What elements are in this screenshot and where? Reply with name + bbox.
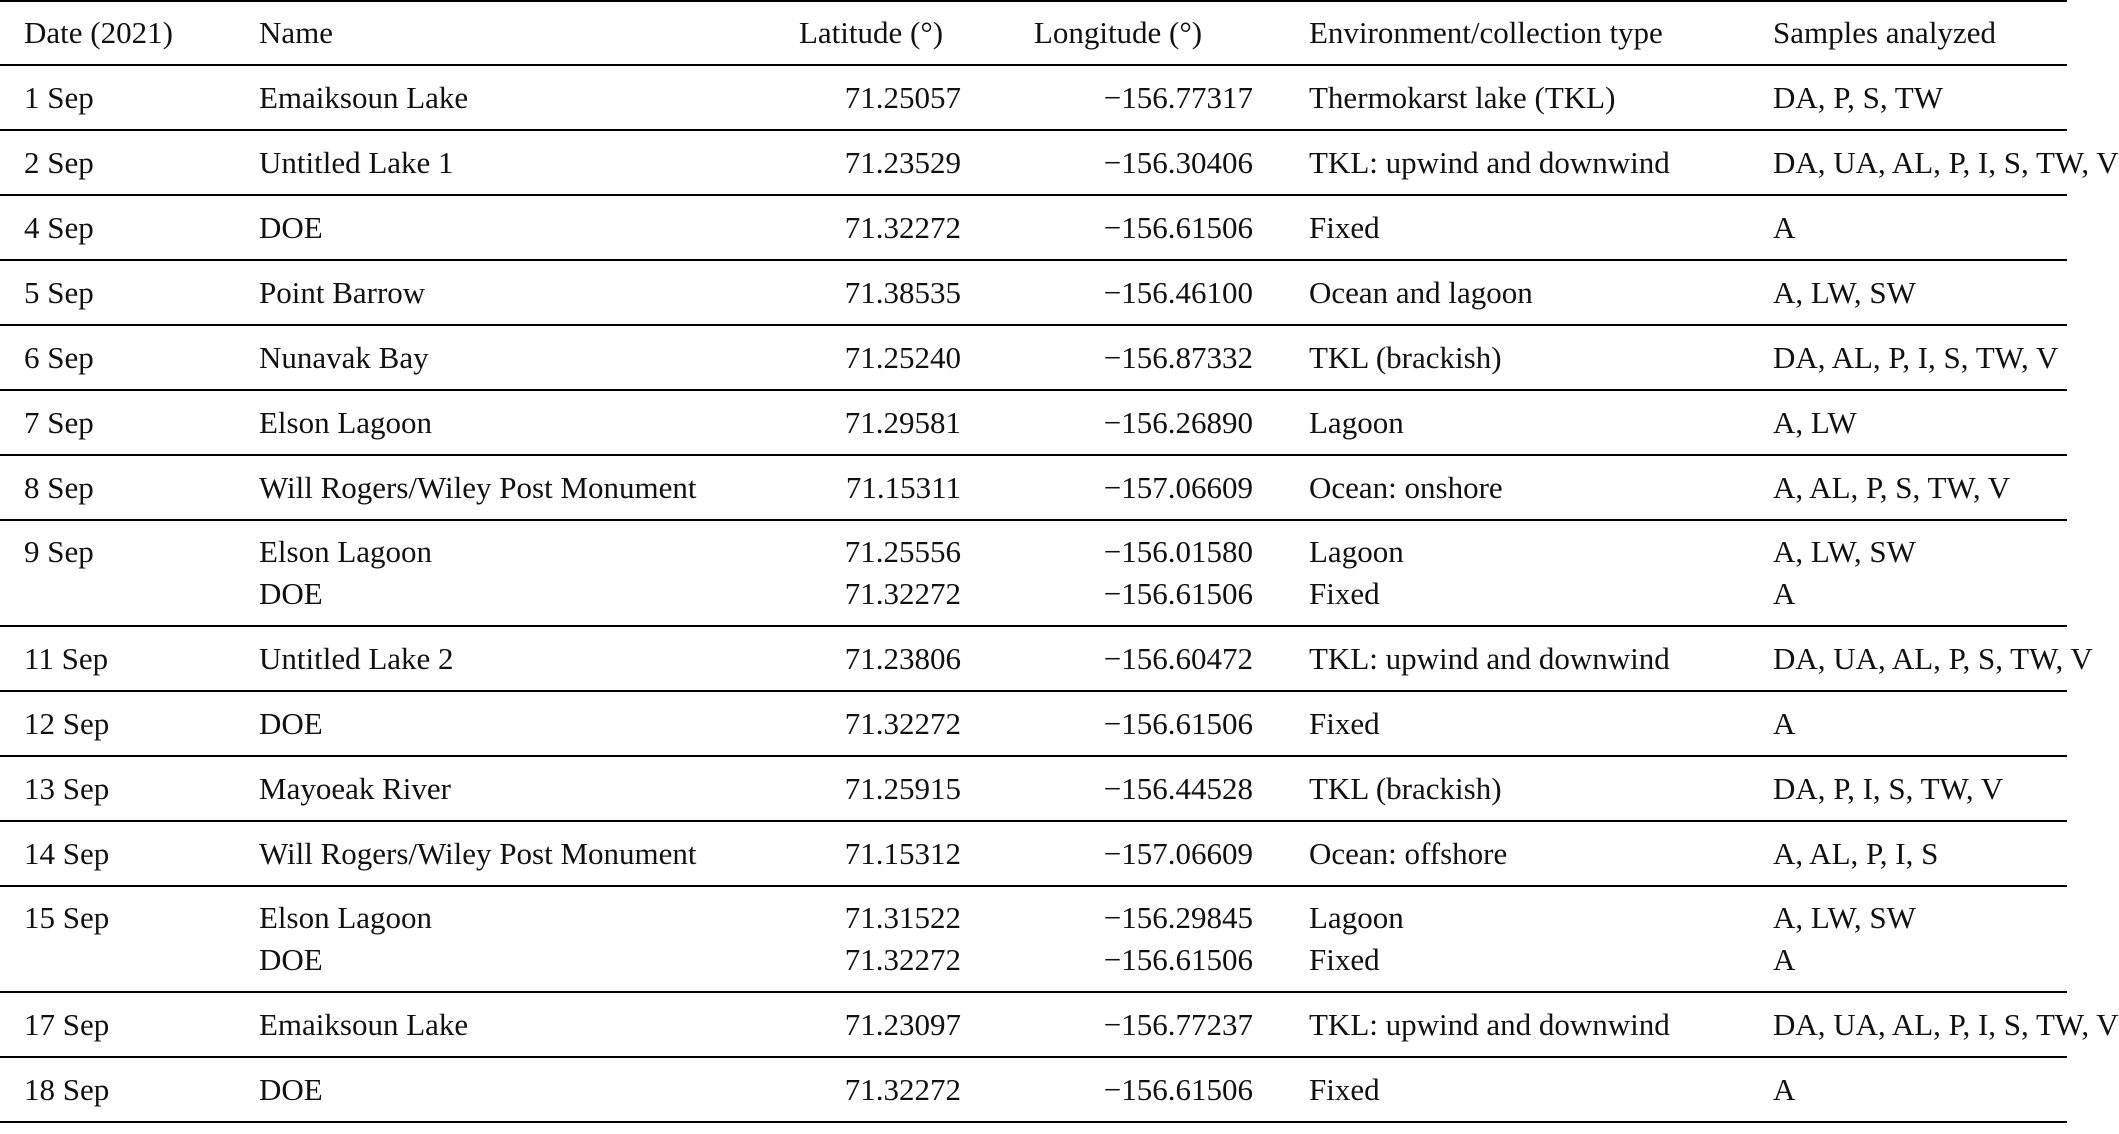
cell-samples xyxy=(1753,65,2067,130)
cell-latitude-value: 71.23529 xyxy=(844,144,961,180)
cell-samples-value: A xyxy=(1773,1071,1796,1107)
cell-samples-value: A, LW xyxy=(1773,404,1857,440)
cell-name-value: DOE xyxy=(259,209,323,245)
cell-samples-value: A, AL, P, I, S xyxy=(1773,835,1939,871)
cell-environment xyxy=(1253,691,1753,756)
cell-name-value: Elson Lagoon xyxy=(259,534,433,569)
cell-longitude-value: −156.61506 xyxy=(1103,705,1253,741)
cell-name-value: Emaiksoun Lake xyxy=(259,1006,469,1042)
cell-longitude xyxy=(961,520,1253,626)
cell-longitude-value: −157.06609 xyxy=(1103,469,1253,505)
header-environment: Environment/collection type xyxy=(1309,15,1663,50)
cell-environment-value: Lagoon xyxy=(1309,404,1404,440)
cell-name xyxy=(235,325,781,390)
cell-environment xyxy=(1253,325,1753,390)
cell-environment xyxy=(1253,520,1753,626)
cell-longitude xyxy=(961,626,1253,691)
cell-samples xyxy=(1753,886,2067,992)
cell-environment-value: Thermokarst lake (TKL) xyxy=(1309,79,1616,115)
cell-date: 4 Sep xyxy=(24,209,94,245)
cell-date: 13 Sep xyxy=(24,770,110,806)
cell-longitude xyxy=(961,455,1253,520)
cell-latitude xyxy=(781,886,961,992)
cell-latitude xyxy=(781,325,961,390)
cell-latitude xyxy=(781,691,961,756)
table-row xyxy=(0,691,2067,756)
cell-environment-value: Ocean: onshore xyxy=(1309,469,1503,505)
cell-latitude xyxy=(781,821,961,886)
cell-samples-value: A, LW, SW xyxy=(1773,274,1916,310)
table-row xyxy=(0,520,2067,626)
cell-latitude xyxy=(781,455,961,520)
cell-latitude xyxy=(781,390,961,455)
table-row xyxy=(0,455,2067,520)
table-row xyxy=(0,992,2067,1057)
cell-name-value: Point Barrow xyxy=(259,274,426,310)
cell-name-value: Elson Lagoon xyxy=(259,900,433,935)
cell-date: 5 Sep xyxy=(24,274,94,310)
cell-name xyxy=(235,390,781,455)
cell-longitude xyxy=(961,390,1253,455)
cell-date: 18 Sep xyxy=(24,1071,110,1107)
cell-environment xyxy=(1253,1057,1753,1122)
cell-environment xyxy=(1253,195,1753,260)
cell-samples-value: A, LW, SW xyxy=(1773,900,1916,935)
cell-samples xyxy=(1753,756,2067,821)
cell-samples xyxy=(1753,260,2067,325)
cell-latitude-value: 71.23097 xyxy=(844,1006,961,1042)
cell-samples-value: DA, UA, AL, P, I, S, TW, V xyxy=(1773,144,2119,180)
table-row xyxy=(0,65,2067,130)
cell-environment xyxy=(1253,626,1753,691)
cell-environment-value: Fixed xyxy=(1309,942,1380,977)
cell-samples-value: DA, AL, P, I, S, TW, V xyxy=(1773,339,2059,375)
cell-latitude-value: 71.25556 xyxy=(844,534,961,569)
cell-longitude-value: −156.87332 xyxy=(1103,339,1253,375)
cell-longitude xyxy=(961,130,1253,195)
cell-samples-value: A, LW, SW xyxy=(1773,534,1916,569)
cell-name xyxy=(235,260,781,325)
table-row xyxy=(0,1057,2067,1122)
cell-environment xyxy=(1253,130,1753,195)
cell-name-value: DOE xyxy=(259,942,323,977)
cell-longitude xyxy=(961,691,1253,756)
cell-environment-value: Fixed xyxy=(1309,705,1380,741)
cell-environment-value: Ocean: offshore xyxy=(1309,835,1508,871)
cell-environment-value: TKL (brackish) xyxy=(1309,339,1502,375)
table-row xyxy=(0,626,2067,691)
cell-samples xyxy=(1753,130,2119,195)
cell-name-value: DOE xyxy=(259,1071,323,1107)
cell-latitude-value: 71.32272 xyxy=(844,1071,961,1107)
cell-samples-value: DA, UA, AL, P, I, S, TW, V xyxy=(1773,1006,2119,1042)
cell-latitude xyxy=(781,130,961,195)
cell-longitude-value: −156.44528 xyxy=(1103,770,1253,806)
cell-date: 17 Sep xyxy=(24,1006,110,1042)
cell-name xyxy=(235,691,781,756)
cell-longitude-value: −156.61506 xyxy=(1103,209,1253,245)
cell-longitude-value: −156.26890 xyxy=(1103,404,1253,440)
cell-environment xyxy=(1253,260,1753,325)
cell-date: 1 Sep xyxy=(24,79,94,115)
table-row xyxy=(0,325,2067,390)
cell-samples-value: A xyxy=(1773,209,1796,245)
cell-name xyxy=(235,886,781,992)
cell-name-value: Will Rogers/Wiley Post Monument xyxy=(259,469,697,505)
cell-name xyxy=(235,626,781,691)
cell-date: 14 Sep xyxy=(24,835,110,871)
table-header xyxy=(0,1,2067,65)
cell-samples-value: A, AL, P, S, TW, V xyxy=(1773,469,2011,505)
cell-latitude-value: 71.31522 xyxy=(844,900,961,935)
cell-environment xyxy=(1253,455,1753,520)
cell-environment xyxy=(1253,756,1753,821)
cell-longitude-value: −156.60472 xyxy=(1103,640,1253,676)
table-body xyxy=(0,65,2119,1122)
cell-latitude-value: 71.23806 xyxy=(844,640,961,676)
cell-longitude-value: −156.01580 xyxy=(1103,534,1253,569)
cell-longitude-value: −156.46100 xyxy=(1103,274,1253,310)
cell-longitude-value: −156.77237 xyxy=(1103,1006,1253,1042)
cell-name xyxy=(235,130,781,195)
cell-samples xyxy=(1753,626,2093,691)
cell-longitude-value: −156.29845 xyxy=(1103,900,1253,935)
cell-samples xyxy=(1753,455,2067,520)
cell-environment-value: Lagoon xyxy=(1309,900,1404,935)
cell-date: 2 Sep xyxy=(24,144,94,180)
cell-name xyxy=(235,1057,781,1122)
cell-name-value: Untitled Lake 2 xyxy=(259,640,454,676)
cell-latitude xyxy=(781,260,961,325)
cell-longitude-value: −156.30406 xyxy=(1103,144,1253,180)
cell-latitude xyxy=(781,992,961,1057)
cell-latitude-value: 71.29581 xyxy=(844,404,961,440)
cell-name-value: Nunavak Bay xyxy=(259,339,429,375)
cell-latitude-value: 71.15312 xyxy=(844,835,961,871)
cell-date: 6 Sep xyxy=(24,339,94,375)
cell-environment-value: TKL: upwind and downwind xyxy=(1309,640,1670,676)
cell-samples xyxy=(1753,390,2067,455)
cell-samples-value: DA, P, S, TW xyxy=(1773,79,1943,115)
cell-latitude-value: 71.32272 xyxy=(844,209,961,245)
cell-name-value: Mayoeak River xyxy=(259,770,451,806)
cell-name-value: DOE xyxy=(259,705,323,741)
cell-name xyxy=(235,520,781,626)
cell-name xyxy=(235,992,781,1057)
cell-samples xyxy=(1753,195,2067,260)
cell-environment xyxy=(1253,992,1753,1057)
header-row xyxy=(0,1,2067,65)
cell-longitude-value: −156.77317 xyxy=(1103,79,1253,115)
cell-environment xyxy=(1253,65,1753,130)
cell-environment-value: TKL: upwind and downwind xyxy=(1309,144,1670,180)
header-samples: Samples analyzed xyxy=(1773,15,1996,50)
cell-latitude-value: 71.38535 xyxy=(844,274,961,310)
cell-samples-value: DA, P, I, S, TW, V xyxy=(1773,770,2004,806)
cell-samples xyxy=(1753,821,2067,886)
cell-samples-value: DA, UA, AL, P, S, TW, V xyxy=(1773,640,2093,676)
cell-latitude-value: 71.25915 xyxy=(844,770,961,806)
table-row xyxy=(0,260,2067,325)
table-row xyxy=(0,390,2067,455)
cell-samples-value: A xyxy=(1773,705,1796,741)
cell-date: 11 Sep xyxy=(24,640,109,676)
cell-longitude-value: −156.61506 xyxy=(1103,942,1253,977)
cell-environment-value: Fixed xyxy=(1309,209,1380,245)
cell-longitude xyxy=(961,886,1253,992)
cell-environment xyxy=(1253,390,1753,455)
cell-name-value: DOE xyxy=(259,576,323,611)
cell-environment xyxy=(1253,821,1753,886)
cell-environment-value: Lagoon xyxy=(1309,534,1404,569)
cell-environment-value: Fixed xyxy=(1309,576,1380,611)
cell-longitude-value: −156.61506 xyxy=(1103,1071,1253,1107)
cell-latitude xyxy=(781,195,961,260)
cell-name xyxy=(235,65,781,130)
cell-samples-value: A xyxy=(1773,942,1796,977)
header-latitude: Latitude (°) xyxy=(798,15,944,50)
cell-latitude xyxy=(781,756,961,821)
cell-name xyxy=(235,821,781,886)
table-row xyxy=(0,821,2067,886)
cell-longitude-value: −157.06609 xyxy=(1103,835,1253,871)
cell-date: 7 Sep xyxy=(24,404,94,440)
cell-latitude xyxy=(781,65,961,130)
cell-latitude-value: 71.15311 xyxy=(845,469,961,505)
cell-environment xyxy=(1253,886,1753,992)
cell-environment-value: Ocean and lagoon xyxy=(1309,274,1533,310)
cell-samples xyxy=(1753,992,2119,1057)
cell-name-value: Elson Lagoon xyxy=(259,404,433,440)
cell-environment-value: TKL (brackish) xyxy=(1309,770,1502,806)
cell-latitude-value: 71.32272 xyxy=(844,942,961,977)
cell-latitude xyxy=(781,626,961,691)
cell-longitude-value: −156.61506 xyxy=(1103,576,1253,611)
cell-samples xyxy=(1753,520,2067,626)
cell-latitude xyxy=(781,520,961,626)
cell-longitude xyxy=(961,65,1253,130)
cell-name xyxy=(235,195,781,260)
cell-longitude xyxy=(961,1057,1253,1122)
cell-longitude xyxy=(961,325,1253,390)
cell-date: 15 Sep xyxy=(24,900,110,935)
cell-name-value: Emaiksoun Lake xyxy=(259,79,469,115)
cell-name xyxy=(235,756,781,821)
cell-name-value: Untitled Lake 1 xyxy=(259,144,454,180)
cell-date: 8 Sep xyxy=(24,469,94,505)
cell-longitude xyxy=(961,992,1253,1057)
header-name: Name xyxy=(259,15,334,50)
table-row xyxy=(0,756,2067,821)
cell-samples xyxy=(1753,691,2067,756)
table-row xyxy=(0,195,2067,260)
cell-latitude-value: 71.25240 xyxy=(844,339,961,375)
cell-date: 9 Sep xyxy=(24,534,94,569)
table-row xyxy=(0,886,2067,992)
cell-name-value: Will Rogers/Wiley Post Monument xyxy=(259,835,697,871)
cell-longitude xyxy=(961,195,1253,260)
header-date: Date (2021) xyxy=(24,15,173,50)
table-row xyxy=(0,130,2067,195)
cell-longitude xyxy=(961,821,1253,886)
cell-longitude xyxy=(961,260,1253,325)
cell-name xyxy=(235,455,781,520)
cell-samples xyxy=(1753,325,2067,390)
cell-environment-value: Fixed xyxy=(1309,1071,1380,1107)
cell-latitude-value: 71.32272 xyxy=(844,705,961,741)
cell-samples-value: A xyxy=(1773,576,1796,611)
cell-environment-value: TKL: upwind and downwind xyxy=(1309,1006,1670,1042)
cell-date: 12 Sep xyxy=(24,705,110,741)
cell-longitude xyxy=(961,756,1253,821)
cell-samples xyxy=(1753,1057,2067,1122)
header-longitude: Longitude (°) xyxy=(1033,15,1203,50)
cell-latitude xyxy=(781,1057,961,1122)
cell-latitude-value: 71.32272 xyxy=(844,576,961,611)
cell-latitude-value: 71.25057 xyxy=(844,79,961,115)
